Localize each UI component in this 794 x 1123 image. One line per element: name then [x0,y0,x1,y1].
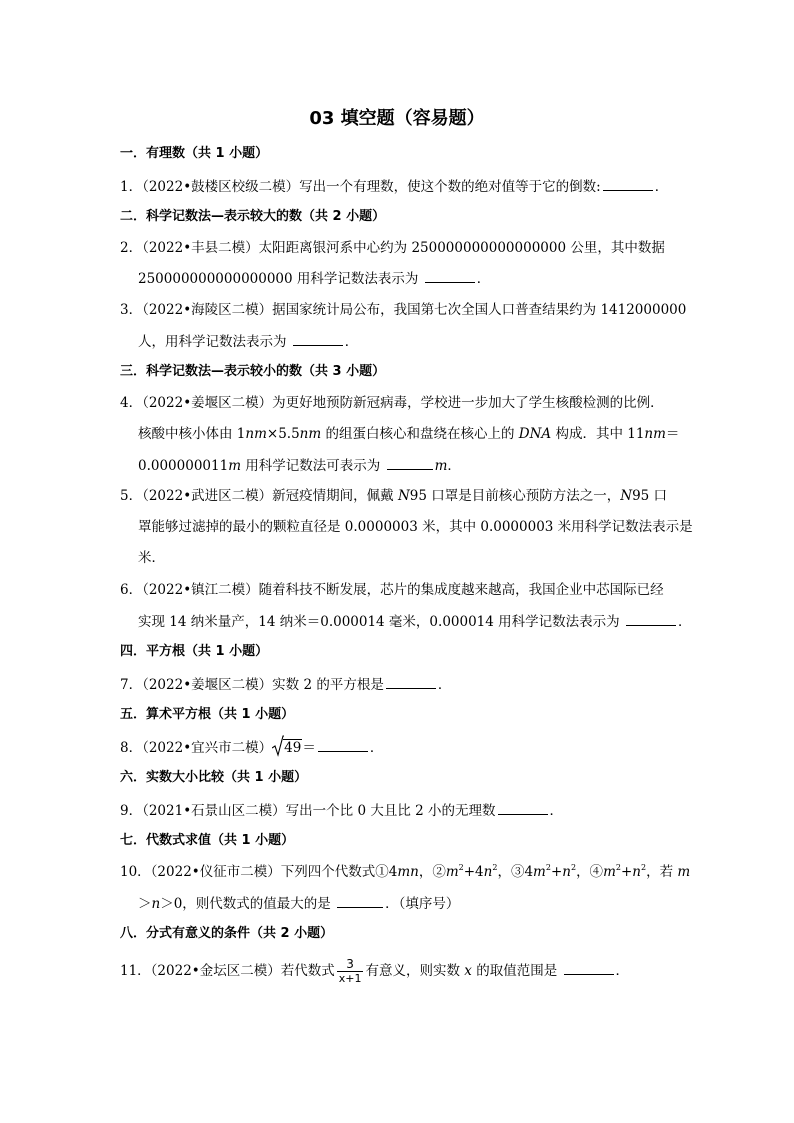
punct: ． [437,677,452,693]
text: 5．（2022•武进区二模）新冠疫情期间，佩戴 [120,488,398,504]
equals-sign: ＝ [302,740,316,756]
radicand: 49 [284,740,302,756]
answer-blank [387,455,433,470]
var: n [151,896,161,912]
section-heading-1: 一．有理数（共 1 小题） [120,146,269,161]
answer-blank [318,737,368,752]
punct: ． [677,614,692,630]
text: 95 口罩是目前核心预防方法之一， [409,488,621,504]
question-7-text: 7．（2022•姜堰区二模）实数 2 的平方根是 [120,677,384,693]
exponent: 2 [545,863,551,872]
section-heading-5: 五．算术平方根（共 1 小题） [120,707,295,722]
question-2-line-1: 2．（2022•丰县二模）太阳距离银河系中心约为 250000000000000000 公里，其中数据 [120,240,665,256]
question-6-line-2 [138,611,691,632]
question-11-text: 11．（2022•金坛区二模）若代数式 [120,963,335,979]
text: 构成．其中 11 [551,426,645,442]
text: ×5.5 [266,426,300,442]
var: m [677,864,691,880]
var: n [562,864,571,880]
answer-blank [386,674,436,689]
var: mn [397,864,419,880]
question-10-line-1 [120,862,690,882]
section-heading-3: 三．科学记数法—表示较小的数（共 3 小题） [120,364,386,379]
exponent: 2 [492,863,498,872]
question-1-text: 1．（2022•鼓楼区校级二模）写出一个有理数，使这个数的绝对值等于它的倒数: [120,179,601,195]
var: m [445,864,459,880]
question-8 [120,737,383,758]
text: 95 口 [632,488,668,504]
question-7 [120,674,451,695]
var: x [464,963,472,979]
text: ，④ [576,864,604,880]
question-8-text: 8．（2022•宜兴市二模） [120,740,273,756]
punct: ． [369,740,384,756]
question-5-line-1 [120,486,667,506]
text: ，② [418,864,446,880]
page-title: 03 填空题（容易题） [309,108,485,129]
question-3-line-1: 3．（2022•海陵区二模）据国家统计局公布，我国第七次全国人口普查结果约为 1412000000 [120,302,687,318]
answer-blank [603,176,653,191]
question-4-line-2 [138,424,679,444]
text: ＞0，则代数式的值最大的是 [160,896,331,912]
text: ＞ [138,896,152,912]
question-1 [120,176,668,197]
question-4-line-3 [138,455,461,476]
question-6-line-1: 6．（2022•镇江二模）随着科技不断发展，芯片的集成度越来越高，我国企业中芯国际已经 [120,582,664,598]
punct: ． [615,963,629,979]
section-heading-4: 四．平方根（共 1 小题） [120,644,269,659]
section-heading-2: 二．科学记数法—表示较大的数（共 2 小题） [120,209,386,224]
square-root [272,738,302,758]
answer-blank [564,960,614,975]
punct: ． [344,334,359,350]
question-11 [120,957,629,986]
exponent: 2 [615,863,621,872]
fraction-denominator: x+1 [338,972,362,985]
radical-sign-icon [272,735,284,757]
var: n [483,864,493,880]
question-5-line-3: 米． [138,550,165,566]
exponent: 2 [570,863,577,872]
var: n [632,864,641,880]
unit-nm: nm [245,426,267,442]
punct: ． [549,803,564,819]
text: 有意义，则实数 [365,963,465,979]
question-3-line-2 [138,331,358,352]
unit-m: m [228,458,241,474]
punct: ． [476,271,491,287]
answer-blank [425,268,475,283]
question-6-text: 实现 14 纳米量产，14 纳米＝0.000014 毫米，0.000014 用科学记数法表示为 [138,614,620,630]
exponent: 2 [458,863,464,872]
question-2-text: 250000000000000000 用科学记数法表示为 [138,271,419,287]
text: 核酸中核小体由 1 [138,426,246,442]
fraction-numerator: 3 [337,957,364,972]
text: 0.000000011 [138,458,229,474]
exponent: 2 [640,863,647,872]
text: ，③4 [497,864,534,880]
var: m [603,864,616,880]
question-9 [120,800,563,821]
fraction [337,957,364,986]
text: ＝ [665,426,680,442]
answer-blank [498,800,548,815]
answer-blank [626,611,676,626]
section-heading-6: 六．实数大小比较（共 1 小题） [120,770,308,785]
var: m [533,864,546,880]
unit-m: m [434,458,448,474]
unit-nm: nm [299,426,322,442]
section-heading-7: 七．代数式求值（共 1 小题） [120,833,295,848]
n95-letter: N [397,488,410,504]
text: ．（填序号） [385,896,460,912]
unit-nm: nm [644,426,666,442]
question-10-line-2 [138,893,459,914]
text: 的组蛋白核心和盘绕在核心上的 [321,426,519,442]
section-heading-8: 八．分式有意义的条件（共 2 小题） [120,926,334,941]
question-2-line-2 [138,268,490,289]
text: 用科学记数法可表示为 [241,458,381,474]
dna-term: DNA [518,426,552,442]
question-9-text: 9．（2021•石景山区二模）写出一个比 0 大且比 2 小的无理数 [120,803,496,819]
punct: ． [447,458,461,474]
question-5-line-2: 罩能够过滤掉的最小的颗粒直径是 0.0000003 米，其中 0.0000003 米用科学记数法表示是 [138,519,693,535]
answer-blank [337,893,383,908]
text: 10．（2022•仪征市二模）下列四个代数式①4 [120,864,398,880]
text: 的取值范围是 [471,963,558,979]
punct: ． [654,179,669,195]
text: + [550,864,563,880]
question-3-text: 人，用科学记数法表示为 [138,334,287,350]
n95-letter: N [620,488,633,504]
text: ，若 [646,864,678,880]
answer-blank [293,331,343,346]
text: +4 [463,864,484,880]
text: + [620,864,633,880]
question-4-line-1: 4．（2022•姜堰区二模）为更好地预防新冠病毒，学校进一步加大了学生核酸检测的比例． [120,395,664,411]
